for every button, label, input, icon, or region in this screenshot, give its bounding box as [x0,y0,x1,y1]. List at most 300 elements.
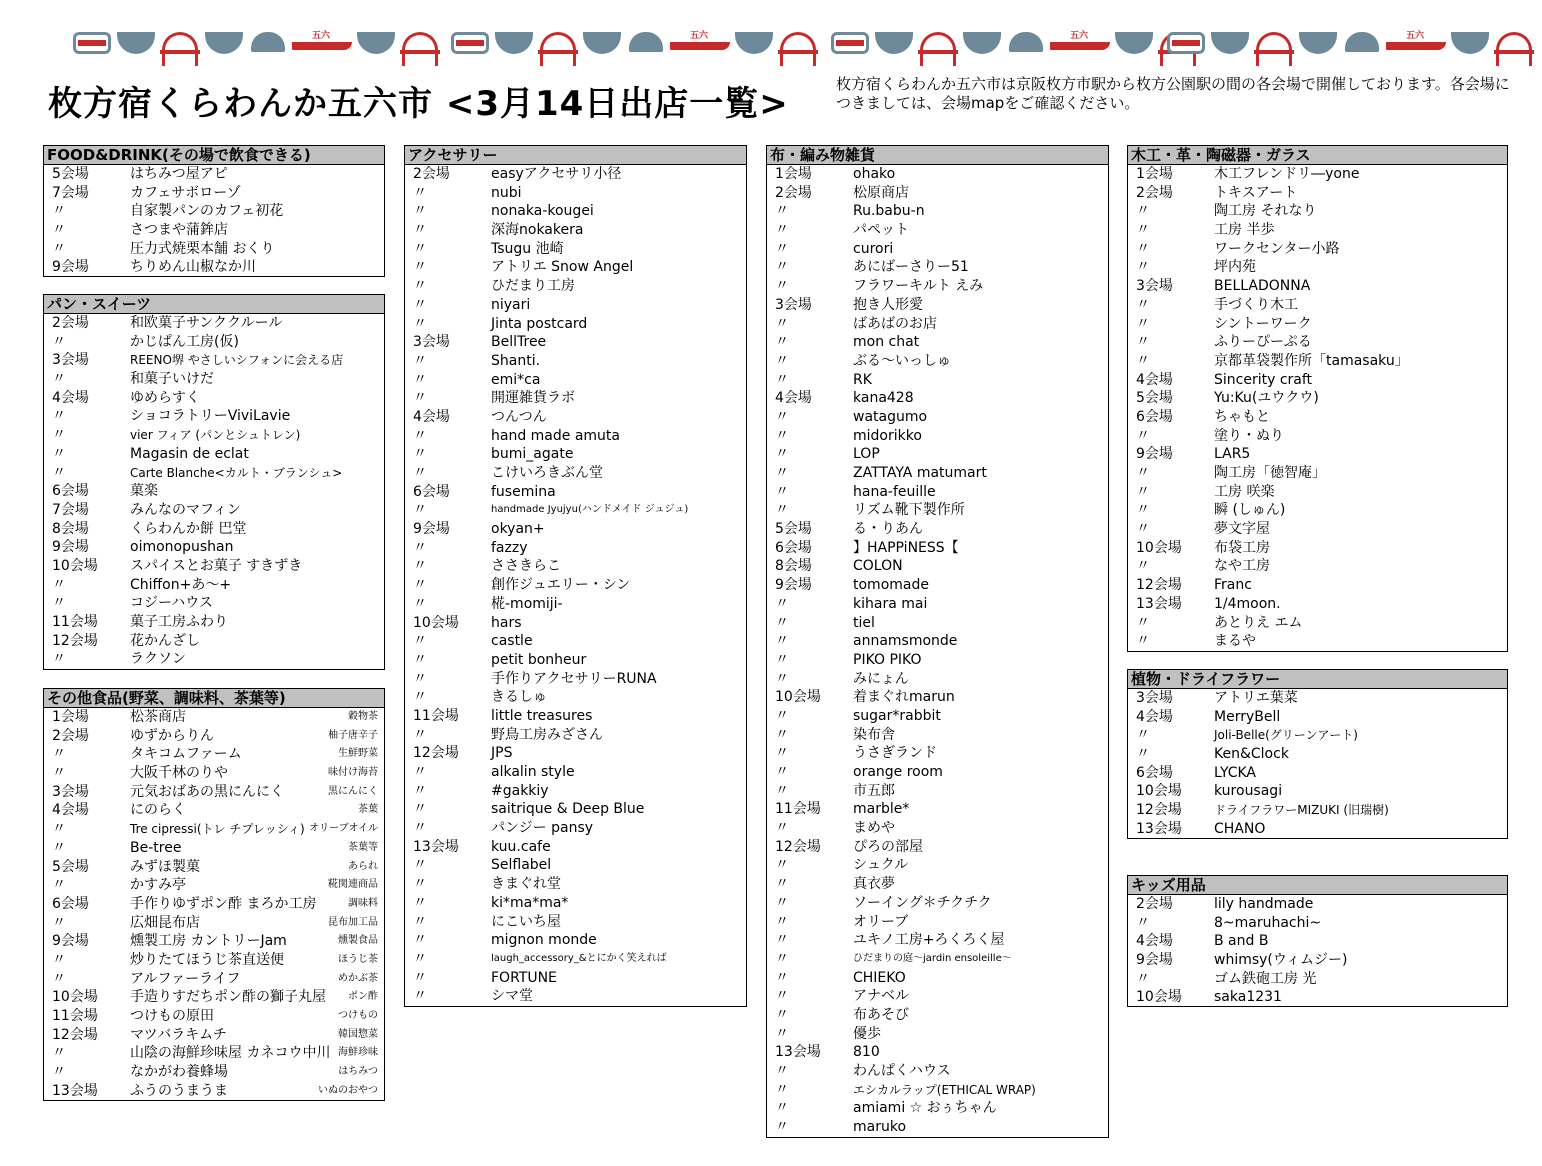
venue-label: 6会場 [775,539,812,556]
vendor-name: にのらく [130,802,186,819]
vendor-name: ちゃもと [1214,408,1270,425]
venue-label: 9会場 [775,577,812,594]
vendor-name: 椛-momiji- [491,595,563,612]
vendor-row [44,839,384,858]
venue-label: 〃 [52,576,66,593]
vendor-name: ki*ma*ma* [491,894,569,911]
bowl-outline-icon [778,28,818,54]
vendor-row [1128,932,1507,951]
vendor-row [405,670,746,689]
vendor-row [767,315,1108,334]
vendor-name: ラクソン [130,651,186,668]
vendor-name: CHIEKO [853,969,906,986]
vendor-row [1128,595,1507,614]
vendor-name: ひだまりの庭〜jardin ensoleille〜 [853,952,1012,964]
vendor-row [1128,389,1507,408]
section-plants [1127,669,1508,839]
product-type: ほうじ茶 [338,953,378,965]
product-type: はちみつ [338,1066,378,1078]
vendor-row [767,726,1108,745]
vendor-name: vier フィア (パンとシュトレン) [130,428,301,443]
vendor-row [767,389,1108,408]
vendor-row [1128,277,1507,296]
venue-label: 〃 [413,184,427,201]
vendor-row [1128,782,1507,801]
venue-label: 〃 [413,278,427,295]
banner-3 [830,24,1198,54]
vendor-row [405,277,746,296]
venue-label: 13会場 [52,1082,98,1099]
vendor-row [1128,464,1507,483]
venue-label: 〃 [775,988,789,1005]
vendor-name: laugh_accessory_&とにかく笑えれば [491,952,667,964]
vendor-row [405,595,746,614]
vendor-name: ohako [853,166,896,182]
vendor-name: 着まぐれmarun [853,689,955,706]
venue-label: 〃 [775,352,789,369]
venue-label: 〃 [775,745,789,762]
venue-label: 〃 [775,1100,789,1117]
vendor-row [767,333,1108,352]
vendor-row [405,614,746,633]
vendor-row [405,838,746,857]
venue-label: 5会場 [52,858,89,875]
venue-label: 〃 [775,465,789,481]
venue-label: 1会場 [52,709,89,725]
vendor-name: nonaka-kougei [491,203,594,220]
venue-label: 〃 [413,427,427,444]
vendor-name: fazzy [491,539,528,556]
venue-label: 9会場 [1136,952,1173,969]
vendor-row [1128,632,1507,651]
vendor-name: REENO堺 やさしいシフォンに会える店 [130,353,344,368]
vendor-row [405,576,746,595]
vendor-row [405,688,746,707]
vendor-name: 元気おばあの黒にんにく [130,783,284,800]
section-header: キッズ用品 [1128,876,1507,895]
vendor-name: フラワーキルト えみ [853,278,984,295]
vendor-row [767,763,1108,782]
venue-label: 7会場 [52,184,89,201]
vendor-row [44,314,384,333]
venue-label: 〃 [413,782,427,799]
venue-label: 〃 [52,877,66,894]
venue-label: 〃 [413,764,427,780]
venue-label: 4会場 [775,390,812,407]
vendor-name: 瞬 (しゅん) [1214,502,1286,519]
vendor-name: #gakkiy [491,782,549,799]
vendor-row [405,894,746,913]
venue-label: 〃 [413,913,427,930]
venue-label: 〃 [775,726,789,743]
bowl-icon [494,28,534,54]
section-header: パン・スイーツ [44,295,384,314]
section-header: 植物・ドライフラワー [1128,670,1507,689]
venue-label: 〃 [775,222,789,239]
venue-label: 〃 [413,465,427,481]
vendor-name: 山陰の海鮮珍味屋 カネコウ中川 [130,1045,331,1062]
venue-label: 〃 [1136,483,1150,500]
venue-label: 〃 [52,595,66,612]
venue-label: 〃 [775,240,789,257]
vendor-name: アナベル [853,988,909,1005]
venue-label: 4会場 [52,802,89,819]
venue-label: 〃 [413,390,427,407]
vendor-row [767,875,1108,894]
vendor-name: marble* [853,801,910,818]
vendor-name: CHANO [1214,820,1266,837]
bowl-icon [962,28,1002,54]
venue-label: 13会場 [775,1044,821,1061]
dish-icon [450,28,490,54]
vendor-row [767,950,1108,969]
venue-label: 〃 [413,446,427,463]
vendor-row [44,727,384,746]
venue-label: 〃 [413,969,427,986]
vendor-name: タキコムファーム [130,746,242,763]
vendor-row [405,931,746,950]
venue-label: 3会場 [1136,278,1173,295]
vendor-row [767,1025,1108,1044]
vendor-row [44,501,384,520]
venue-label: 11会場 [413,707,459,724]
venue-label: 〃 [1136,914,1150,931]
venue-label: 8会場 [775,558,812,575]
vendor-row [767,184,1108,203]
venue-label: 7会場 [52,501,89,518]
vendor-name: Chiffon+あ〜+ [130,576,232,593]
vendor-row [44,389,384,408]
page-title: 枚方宿くらわんか五六市 <3月14日出店一覧> [48,84,789,124]
vendor-row [405,763,746,782]
vendor-name: Yu:Ku(ユウクウ) [1214,390,1319,407]
vendor-name: tiel [853,614,875,631]
venue-label: 2会場 [1136,184,1173,201]
vendor-row [1128,408,1507,427]
venue-label: 〃 [775,651,789,668]
venue-label: 12会場 [775,838,821,855]
vendor-row [405,445,746,464]
venue-label: 3会場 [52,352,89,369]
venue-label: 10会場 [413,614,459,631]
venue-label: 〃 [1136,502,1150,519]
vendor-name: こけいろきぶん堂 [491,465,603,481]
vendor-name: ふりーぴーぷる [1214,334,1312,351]
vendor-name: ばあばのお店 [853,315,937,332]
vendor-row [1128,483,1507,502]
venue-label: 10会場 [1136,989,1182,1006]
vendor-row [405,352,746,371]
venue-label: 〃 [775,371,789,388]
vendor-row [767,1099,1108,1118]
vendor-row [405,296,746,315]
venue-label: 6会場 [1136,764,1173,781]
vendor-name: みんなのマフィン [130,501,241,518]
venue-label: 〃 [52,240,66,257]
product-type: 調味料 [348,897,378,909]
venue-label: 〃 [413,296,427,313]
vendor-row [767,202,1108,221]
vendor-name: little treasures [491,707,593,724]
vendor-name: 】HAPPiNESS【 [853,539,959,556]
vendor-name: 花かんざし [130,632,200,649]
vendor-name: easyアクセサリ小径 [491,166,622,182]
venue-label: 〃 [413,315,427,332]
vendor-row [1128,820,1507,839]
vendor-name: ショコラトリーViviLavie [130,408,291,425]
product-type: 穀物茶 [348,711,378,722]
bowl-icon [1210,28,1250,54]
vendor-row [1128,184,1507,203]
vendor-name: シュクル [853,857,909,874]
vendor-row [1128,764,1507,783]
vendor-name: 圧力式焼栗本舗 おくり [130,240,275,257]
venue-label: 4会場 [1136,933,1173,950]
vendor-row [405,483,746,502]
vendor-row [1128,689,1507,708]
product-type: いぬのおやつ [318,1084,378,1096]
vendor-row [767,913,1108,932]
lid-icon [248,28,288,54]
venue-label: 12会場 [52,632,98,649]
vendor-row [405,632,746,651]
venue-label: 〃 [52,765,66,782]
vendor-list [44,165,384,277]
vendor-name: アトリエ葉菜 [1214,690,1298,706]
vendor-list [1128,895,1507,1007]
vendor-name: ユキノ工房+ろくろく屋 [853,932,1005,949]
vendor-name: annamsmonde [853,633,958,650]
venue-label: 〃 [52,1064,66,1081]
vendor-name: 松茶商店 [130,709,186,725]
vendor-name: hana-feuille [853,483,936,500]
vendor-name: kuu.cafe [491,838,551,855]
vendor-row [405,333,746,352]
vendor-name: Jinta postcard [491,315,588,332]
venue-label: 4会場 [413,408,450,425]
vendor-row [44,165,384,184]
bowl-outline-icon [160,28,200,54]
venue-label: 〃 [775,614,789,631]
vendor-name: sugar*rabbit [853,707,941,724]
venue-label: 12会場 [1136,577,1182,594]
section-accessory [404,145,747,1007]
vendor-name: なかがわ養蜂場 [130,1064,228,1081]
vendor-row [44,1007,384,1026]
venue-label: 4会場 [1136,371,1173,388]
venue-label: 〃 [52,427,66,444]
venue-label: 2会場 [52,727,89,744]
vendor-name: ささきらこ [491,558,561,575]
vendor-name: はちみつ屋アピ [130,166,228,182]
section-wood [1127,145,1508,652]
vendor-row [405,726,746,745]
vendor-name: 燻製工房 カントリーJam [130,933,287,950]
vendor-row [44,801,384,820]
venue-label: 13会場 [1136,595,1182,612]
vendor-name: saka1231 [1214,989,1282,1006]
vendor-row [44,932,384,951]
vendor-row [767,277,1108,296]
vendor-list [1128,689,1507,839]
venue-label: 5会場 [1136,390,1173,407]
product-type: 生鮮野菜 [338,748,378,760]
vendor-row [1128,951,1507,970]
product-type: 昆布加工品 [328,916,378,928]
vendor-name: ひだまり工房 [491,278,575,295]
vendor-row [44,820,384,839]
vendor-name: FORTUNE [491,969,557,986]
vendor-row [405,875,746,894]
vendor-row [767,670,1108,689]
vendor-name: なや工房 [1214,558,1270,575]
bowl-outline-icon [1254,28,1294,54]
product-type: 茶葉等 [348,841,378,853]
venue-label: 〃 [775,259,789,276]
vendor-row [44,445,384,464]
vendor-row [44,184,384,203]
vendor-row [767,614,1108,633]
vendor-row [767,782,1108,801]
vendor-row [44,914,384,933]
lid-icon [626,28,666,54]
venue-label: 12会場 [413,745,459,762]
venue-label: 〃 [1136,614,1150,631]
vendor-list [44,708,384,1100]
vendor-row [44,240,384,259]
venue-label: 〃 [775,427,789,444]
vendor-row [1128,296,1507,315]
vendor-name: みにょん [853,670,909,687]
vendor-row [405,651,746,670]
venue-label: 10会場 [52,989,98,1006]
product-type: ポン酢 [348,991,378,1003]
venue-label: 4会場 [52,389,89,406]
venue-label: 〃 [413,726,427,743]
venue-label: 〃 [52,651,66,668]
vendor-name: カフェサボローゾ [130,184,241,201]
vendor-name: tomomade [853,577,929,594]
vendor-name: 手づくり木工 [1214,296,1298,313]
vendor-name: かすみ亭 [130,877,186,894]
vendor-row [405,165,746,184]
vendor-name: まめや [853,820,895,837]
venue-label: 6会場 [52,895,89,912]
vendor-name: ドライフラワーMIZUKI (旧瑞樹) [1214,803,1389,818]
vendor-row [44,258,384,277]
vendor-list [405,165,746,1006]
vendor-name: さつまや蒲鉾店 [130,222,228,239]
vendor-name: JPS [491,745,513,762]
vendor-row [44,745,384,764]
venue-label: 6会場 [413,483,450,500]
vendor-row [1128,539,1507,558]
vendor-row [767,1118,1108,1137]
venue-label: 〃 [52,1045,66,1062]
section-header: 布・編み物雑貨 [767,146,1108,165]
vendor-list [44,314,384,669]
venue-label: 〃 [413,950,427,967]
vendor-name: 染布舎 [853,726,895,743]
vendor-name: petit bonheur [491,651,587,668]
vendor-name: emi*ca [491,371,541,388]
vendor-row [44,407,384,426]
vendor-row [767,969,1108,988]
venue-label: 〃 [413,689,427,706]
product-type: あられ [348,860,378,872]
vendor-name: 開運雑貨ラボ [491,390,575,407]
venue-label: 〃 [775,502,789,519]
vendor-name: mignon monde [491,932,597,949]
vendor-list [767,165,1108,1137]
venue-label: 〃 [775,764,789,780]
vendor-name: 810 [853,1044,880,1061]
vendor-name: 陶工房「徳智庵」 [1214,465,1326,481]
vendor-name: Tre cipressi(トレ チプレッシィ) [130,822,305,837]
venue-label: 〃 [775,203,789,220]
venue-label: 10会場 [775,689,821,706]
section-other-food [43,688,385,1101]
vendor-name: にこいち屋 [491,913,561,930]
vendor-name: 和菓子いけだ [130,371,214,388]
vendor-row [44,708,384,727]
vendor-row [405,501,746,520]
vendor-row [44,876,384,895]
venue-label: 12会場 [1136,802,1182,819]
vendor-name: ワークセンター小路 [1214,240,1340,257]
vendor-name: 和欧菓子サンククルール [130,315,283,331]
venue-label: 〃 [413,539,427,556]
section-sweets [43,294,385,670]
vendor-name: Magasin de eclat [130,445,249,462]
venue-label: 〃 [775,782,789,799]
vendor-name: lily handmade [1214,896,1314,912]
vendor-row [1128,501,1507,520]
vendor-name: コジーハウス [130,595,213,612]
product-type: 韓国惣菜 [338,1028,378,1040]
venue-label: 9会場 [52,259,89,276]
section-header: その他食品(野菜、調味料、茶葉等) [44,689,384,708]
venue-label: 〃 [413,577,427,594]
vendor-row [44,202,384,221]
vendor-name: まるや [1214,633,1256,650]
vendor-row [44,594,384,613]
vendor-row [1128,221,1507,240]
vendor-name: 手作りアクセサリーRUNA [491,670,657,687]
vendor-name: 坪内苑 [1214,259,1256,276]
vendor-name: シマ堂 [491,988,533,1005]
venue-label: 2会場 [413,166,450,182]
venue-label: 〃 [775,633,789,650]
vendor-name: castle [491,633,533,650]
venue-label: 〃 [52,821,66,838]
vendor-name: midorikko [853,427,922,444]
product-type: 黒にんにく [328,785,378,797]
vendor-row [44,576,384,595]
venue-label: 〃 [52,464,66,481]
vendor-row [767,557,1108,576]
vendor-name: 抱き人形愛 [853,296,923,313]
vendor-name: RK [853,371,872,388]
vendor-row [767,501,1108,520]
vendor-row [405,913,746,932]
venue-label: 〃 [1136,558,1150,575]
venue-label: 〃 [413,801,427,818]
product-type: 糀関連商品 [328,879,378,891]
venue-label: 〃 [413,633,427,650]
venue-label: 〃 [1136,633,1150,650]
venue-label: 〃 [413,240,427,257]
